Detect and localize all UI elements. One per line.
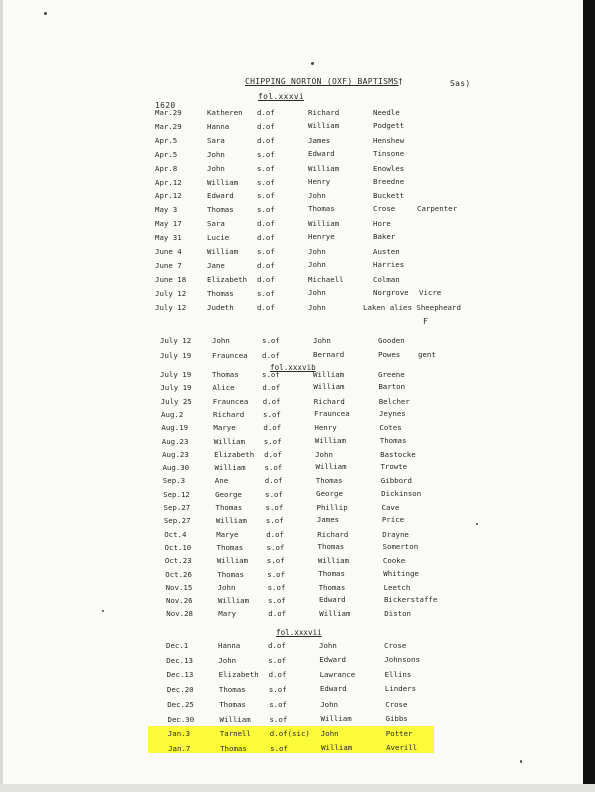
record-surname: Norgrove [373, 287, 409, 297]
record-row [155, 303, 520, 315]
record-date: Nov.15 [165, 582, 193, 592]
record-row [164, 530, 520, 542]
record-date: Sep.3 [162, 476, 186, 486]
record-father: Richard [313, 396, 345, 406]
record-rel: s.of [257, 163, 275, 173]
record-surname: Gibbord [380, 476, 412, 486]
record-surname: Hore [373, 219, 391, 229]
record-surname: Needle [373, 108, 400, 117]
record-surname: Somerton [382, 541, 419, 551]
record-surname: Ellins [384, 670, 412, 680]
record-surname: Johnsons [384, 654, 420, 664]
record-row [163, 490, 520, 502]
record-row [155, 191, 520, 203]
record-date: July 12 [160, 336, 192, 345]
record-surname: Buckett [373, 191, 405, 201]
record-name: Tarnell [219, 729, 251, 739]
record-name: Alice [212, 383, 235, 393]
speck [520, 760, 522, 763]
record-name: Frauncea [212, 396, 249, 406]
record-date: July 19 [160, 383, 192, 393]
record-date: Dec.30 [167, 714, 195, 724]
record-father: Henrye [308, 232, 335, 242]
record-row [161, 397, 520, 409]
record-row [164, 503, 521, 515]
record-rel: s.of [267, 569, 286, 579]
record-name: William [216, 556, 249, 566]
record-date: Dec.20 [166, 685, 194, 695]
record-row [161, 423, 520, 435]
record-date: July 19 [160, 370, 192, 379]
record-rel: d.of [257, 121, 275, 131]
record-date: Dec.13 [166, 670, 194, 680]
record-date: Nov.26 [165, 596, 193, 606]
record-father: James [308, 135, 331, 145]
record-rel: d.of [264, 476, 283, 486]
record-name: Thomas [215, 503, 243, 512]
record-row [162, 450, 520, 462]
record-name: William [214, 463, 246, 473]
record-father: Michaell [308, 274, 344, 284]
record-surname: Harries [373, 259, 405, 269]
record-date: Aug.2 [161, 409, 184, 419]
year-heading: 1620 [155, 101, 176, 110]
record-surname: Bastocke [380, 449, 416, 459]
record-row [155, 233, 520, 245]
record-row [162, 437, 520, 449]
record-rel: d.of [263, 423, 282, 433]
record-date: June 7 [155, 260, 182, 270]
record-father: John [308, 191, 326, 201]
record-date: Aug.30 [162, 463, 190, 473]
record-surname: Cooke [382, 556, 406, 566]
record-rel: s.of [257, 247, 275, 256]
record-father: John [315, 449, 333, 459]
record-surname: Leetch [383, 582, 411, 592]
record-row [155, 178, 520, 190]
record-date: Sep.27 [163, 503, 191, 512]
record-rel: d.of [266, 529, 284, 539]
record-rel: s.of [265, 489, 283, 499]
record-name: Judeth [207, 302, 234, 312]
folio-heading: fol.xxxvi [258, 92, 305, 101]
record-rel: d.of [257, 219, 275, 229]
record-rel: s.of [257, 191, 275, 201]
record-date: Sep.12 [163, 489, 190, 499]
folio-heading: fol.xxxvii [276, 628, 322, 637]
record-surname: Whitinge [383, 568, 419, 578]
record-row [166, 596, 520, 608]
record-father: John [319, 641, 337, 650]
record-surname: Bickerstaffe [383, 595, 438, 605]
record-name: John [218, 655, 237, 665]
record-name: Elizabeth [207, 274, 248, 284]
page-title: CHIPPING NORTON (OXF) BAPTISMS [245, 77, 399, 86]
record-father: William [321, 742, 353, 752]
record-date: July 12 [155, 302, 187, 312]
record-rel: s.of [270, 743, 288, 753]
record-row [167, 700, 520, 712]
record-rel: d.of [264, 449, 282, 459]
record-rel: s.of [257, 177, 275, 187]
record-date: Apr.5 [155, 149, 178, 159]
record-row [162, 463, 520, 475]
record-father: William [308, 163, 340, 173]
record-name: Elizabeth [214, 449, 255, 459]
record-date: July 25 [160, 396, 192, 406]
record-rel: s.of [267, 582, 286, 592]
record-rel: d.of [257, 260, 275, 270]
record-name: William [215, 516, 247, 526]
record-row [155, 164, 520, 176]
record-name: Thomas [220, 743, 247, 753]
record-name: Marye [216, 529, 239, 539]
record-row [155, 150, 520, 162]
record-date: Apr.5 [155, 135, 178, 145]
record-name: Thomas [218, 685, 246, 695]
record-row [161, 410, 520, 422]
record-father: John [308, 247, 326, 256]
record-note: Carpenter [417, 204, 458, 214]
record-row [155, 275, 520, 287]
record-rel: d.of [257, 233, 275, 243]
record-date: May 3 [155, 205, 178, 215]
record-date: Oct.26 [165, 569, 192, 579]
record-name: John [207, 163, 225, 173]
record-surname: Gibbs [385, 713, 408, 723]
record-row [160, 370, 520, 382]
speck [476, 523, 478, 525]
record-father: John [308, 287, 326, 297]
record-surname: Gooden [378, 336, 405, 345]
record-date: Aug.23 [161, 436, 189, 446]
record-rel: s.of [257, 149, 275, 159]
record-row [155, 122, 520, 134]
record-name: William [207, 247, 239, 256]
record-name: John [207, 149, 225, 159]
record-row [166, 656, 520, 668]
record-date: Apr.12 [155, 177, 182, 187]
record-row [163, 476, 520, 488]
record-surname: Price [381, 515, 405, 525]
record-row [166, 641, 520, 653]
record-surname: Thomas [379, 435, 407, 445]
record-row [155, 261, 520, 273]
record-father: John [320, 729, 339, 739]
record-row [168, 715, 521, 727]
margin-mark: F [423, 317, 429, 326]
record-name: Lucie [207, 233, 230, 243]
record-name: William [207, 177, 239, 187]
record-surname: Belcher [378, 396, 410, 406]
record-surname: Crose [385, 699, 408, 709]
record-surname: Podgett [373, 120, 405, 130]
record-father: William [320, 713, 352, 723]
record-name: Hanna [207, 121, 230, 131]
record-father: James [316, 515, 340, 525]
record-date: Apr.12 [155, 191, 182, 201]
record-row [155, 219, 520, 231]
record-name: Hanna [218, 641, 241, 650]
record-father: Henry [308, 176, 331, 186]
record-surname: Trowte [380, 462, 408, 472]
record-row [168, 729, 520, 741]
record-date: Aug.23 [162, 449, 189, 459]
record-surname: Diston [384, 609, 411, 619]
record-surname: Potter [385, 729, 413, 739]
record-rel: d.of [268, 609, 287, 619]
record-rel: s.of [263, 436, 282, 446]
record-surname: Crose [384, 641, 407, 650]
record-father: Thomas [308, 204, 335, 214]
record-surname: Enowles [373, 163, 405, 173]
record-father: William [314, 435, 346, 445]
record-surname: Colman [373, 274, 400, 284]
record-name: Marye [213, 423, 236, 433]
record-rel: s.of [266, 556, 285, 566]
record-father: John [313, 336, 331, 345]
record-surname: Tinsone [373, 148, 405, 158]
record-row [167, 685, 520, 697]
record-rel: d.of [268, 670, 287, 680]
record-surname: Baker [373, 232, 396, 242]
record-father: Richard [317, 529, 349, 539]
record-rel: s.of [257, 205, 275, 215]
record-row [165, 570, 520, 582]
record-row [166, 609, 520, 621]
record-date: Jan.3 [167, 729, 191, 739]
record-surname: Linders [384, 684, 417, 694]
record-father: Edward [308, 148, 335, 158]
record-row [160, 383, 520, 395]
record-date: Mar.29 [155, 108, 182, 117]
record-surname: Averill [386, 742, 418, 752]
record-date: Dec.25 [167, 699, 194, 709]
record-rel: s.of [262, 336, 280, 345]
record-name: Sara [207, 135, 225, 145]
record-surname: Austen [373, 247, 400, 256]
record-surname: Drayne [382, 529, 409, 539]
record-row [155, 247, 520, 259]
record-surname: Dickinson [381, 488, 422, 498]
record-father: William [308, 219, 340, 229]
record-name: Mary [218, 609, 237, 619]
record-name: Frauncea [212, 351, 248, 360]
record-rel: s.of [257, 288, 275, 298]
record-father: Lawrance [319, 670, 356, 680]
record-row [165, 543, 520, 555]
record-surname: Jeynes [379, 408, 406, 418]
record-name: John [217, 582, 236, 592]
record-row [155, 289, 520, 301]
record-date: Aug.19 [161, 423, 189, 433]
record-father: William [315, 462, 347, 472]
record-name: Thomas [212, 370, 239, 379]
record-father: Edward [319, 684, 347, 694]
record-rel: d.of [262, 351, 280, 360]
record-date: May 17 [155, 219, 182, 229]
record-name: Richard [213, 409, 245, 419]
record-father: Thomas [315, 476, 343, 486]
record-rel: s.of [263, 409, 281, 419]
record-row [166, 583, 520, 595]
record-rel: s.of [262, 370, 280, 379]
record-father: George [316, 488, 343, 498]
record-father: John [308, 302, 326, 312]
record-date: June 4 [155, 247, 182, 256]
record-name: William [217, 596, 250, 606]
record-surname: Henshew [373, 135, 405, 145]
record-rel: d.of [257, 274, 275, 284]
record-name: Thomas [217, 569, 244, 579]
record-name: Ane [214, 476, 229, 486]
record-father: Edward [319, 654, 346, 664]
record-note: gent [418, 350, 436, 359]
record-father: William [313, 370, 345, 379]
record-date: June 18 [155, 274, 187, 284]
record-row [155, 136, 520, 148]
speck [102, 610, 104, 612]
record-rel: d.of(sic) [269, 729, 310, 739]
record-name: Thomas [207, 205, 234, 215]
record-date: Jan.7 [168, 743, 191, 753]
speck [311, 62, 314, 65]
record-father: Bernard [313, 350, 345, 359]
record-name: Thomas [219, 699, 246, 709]
record-father: William [317, 556, 350, 566]
record-rel: d.of [262, 383, 281, 393]
record-date: Nov.28 [166, 609, 193, 619]
record-date: Dec.13 [166, 655, 193, 665]
record-rel: d.of [257, 108, 275, 117]
record-father: Richard [308, 108, 340, 117]
record-father: Phillip [316, 503, 348, 512]
record-surname: Powes [378, 350, 401, 359]
record-date: Mar.29 [155, 121, 182, 131]
record-date: May 31 [155, 233, 182, 243]
record-rel: d.of [262, 396, 281, 406]
record-row [155, 108, 520, 120]
record-name: Thomas [207, 288, 234, 298]
record-surname: Cave [381, 503, 400, 512]
record-rel: s.of [267, 596, 286, 606]
record-surname: Breedne [373, 176, 405, 186]
record-row [168, 744, 520, 756]
record-date: Oct.10 [164, 542, 192, 552]
record-row [160, 351, 520, 363]
record-name: Jane [207, 260, 225, 270]
record-father: John [308, 259, 326, 269]
record-rel: d.of [257, 135, 275, 145]
record-name: Thomas [216, 542, 244, 552]
record-father: William [313, 382, 345, 392]
record-father: Henry [314, 423, 337, 433]
record-row [165, 556, 520, 568]
record-name: Katheren [207, 108, 243, 117]
record-row [167, 670, 520, 682]
record-father: Thomas [318, 568, 345, 578]
record-date: Oct.4 [164, 529, 187, 539]
record-rel: d.of [257, 302, 275, 312]
record-surname: Crose [373, 204, 396, 214]
record-name: George [215, 489, 242, 499]
speck [44, 12, 47, 15]
record-date: Oct.23 [164, 556, 192, 566]
record-rel: s.of [268, 685, 287, 695]
record-name: John [212, 336, 230, 345]
record-name: William [213, 436, 245, 446]
record-rel: s.of [264, 463, 283, 473]
record-father: Edward [318, 595, 346, 605]
record-rel: s.of [269, 699, 287, 709]
margin-mark: † [398, 77, 404, 86]
folio-heading: fol.xxxvib [270, 363, 316, 372]
record-surname: Cotes [379, 423, 402, 433]
record-name: Edward [207, 191, 234, 201]
record-rel: d.of [268, 641, 286, 650]
margin-mark: Sas) [450, 79, 471, 88]
record-name: Elizabeth [218, 670, 259, 680]
record-name: Sara [207, 219, 225, 229]
record-father: William [319, 609, 351, 619]
record-date: Dec.1 [166, 641, 189, 650]
record-row [160, 336, 520, 348]
record-father: John [320, 699, 338, 709]
record-date: Sep.27 [163, 516, 191, 526]
record-note: Vicre [419, 287, 442, 297]
record-rel: s.of [265, 516, 284, 526]
record-rel: s.of [266, 542, 285, 552]
record-rel: s.of [269, 714, 288, 724]
record-name: William [219, 714, 251, 724]
record-surname: Laken alies Sheepheard [363, 302, 461, 312]
record-rel: s.of [268, 655, 287, 665]
record-date: July 12 [155, 288, 187, 298]
record-father: Thomas [318, 582, 346, 592]
record-row [155, 205, 520, 217]
record-rel: s.of [265, 503, 284, 512]
record-father: William [308, 120, 340, 130]
record-surname: Barton [378, 382, 406, 392]
record-father: Thomas [317, 541, 345, 551]
record-date: Apr.8 [155, 163, 178, 173]
record-row [164, 516, 520, 528]
record-date: July 19 [160, 351, 192, 360]
record-surname: Greene [378, 370, 405, 379]
record-father: Frauncea [314, 408, 350, 418]
